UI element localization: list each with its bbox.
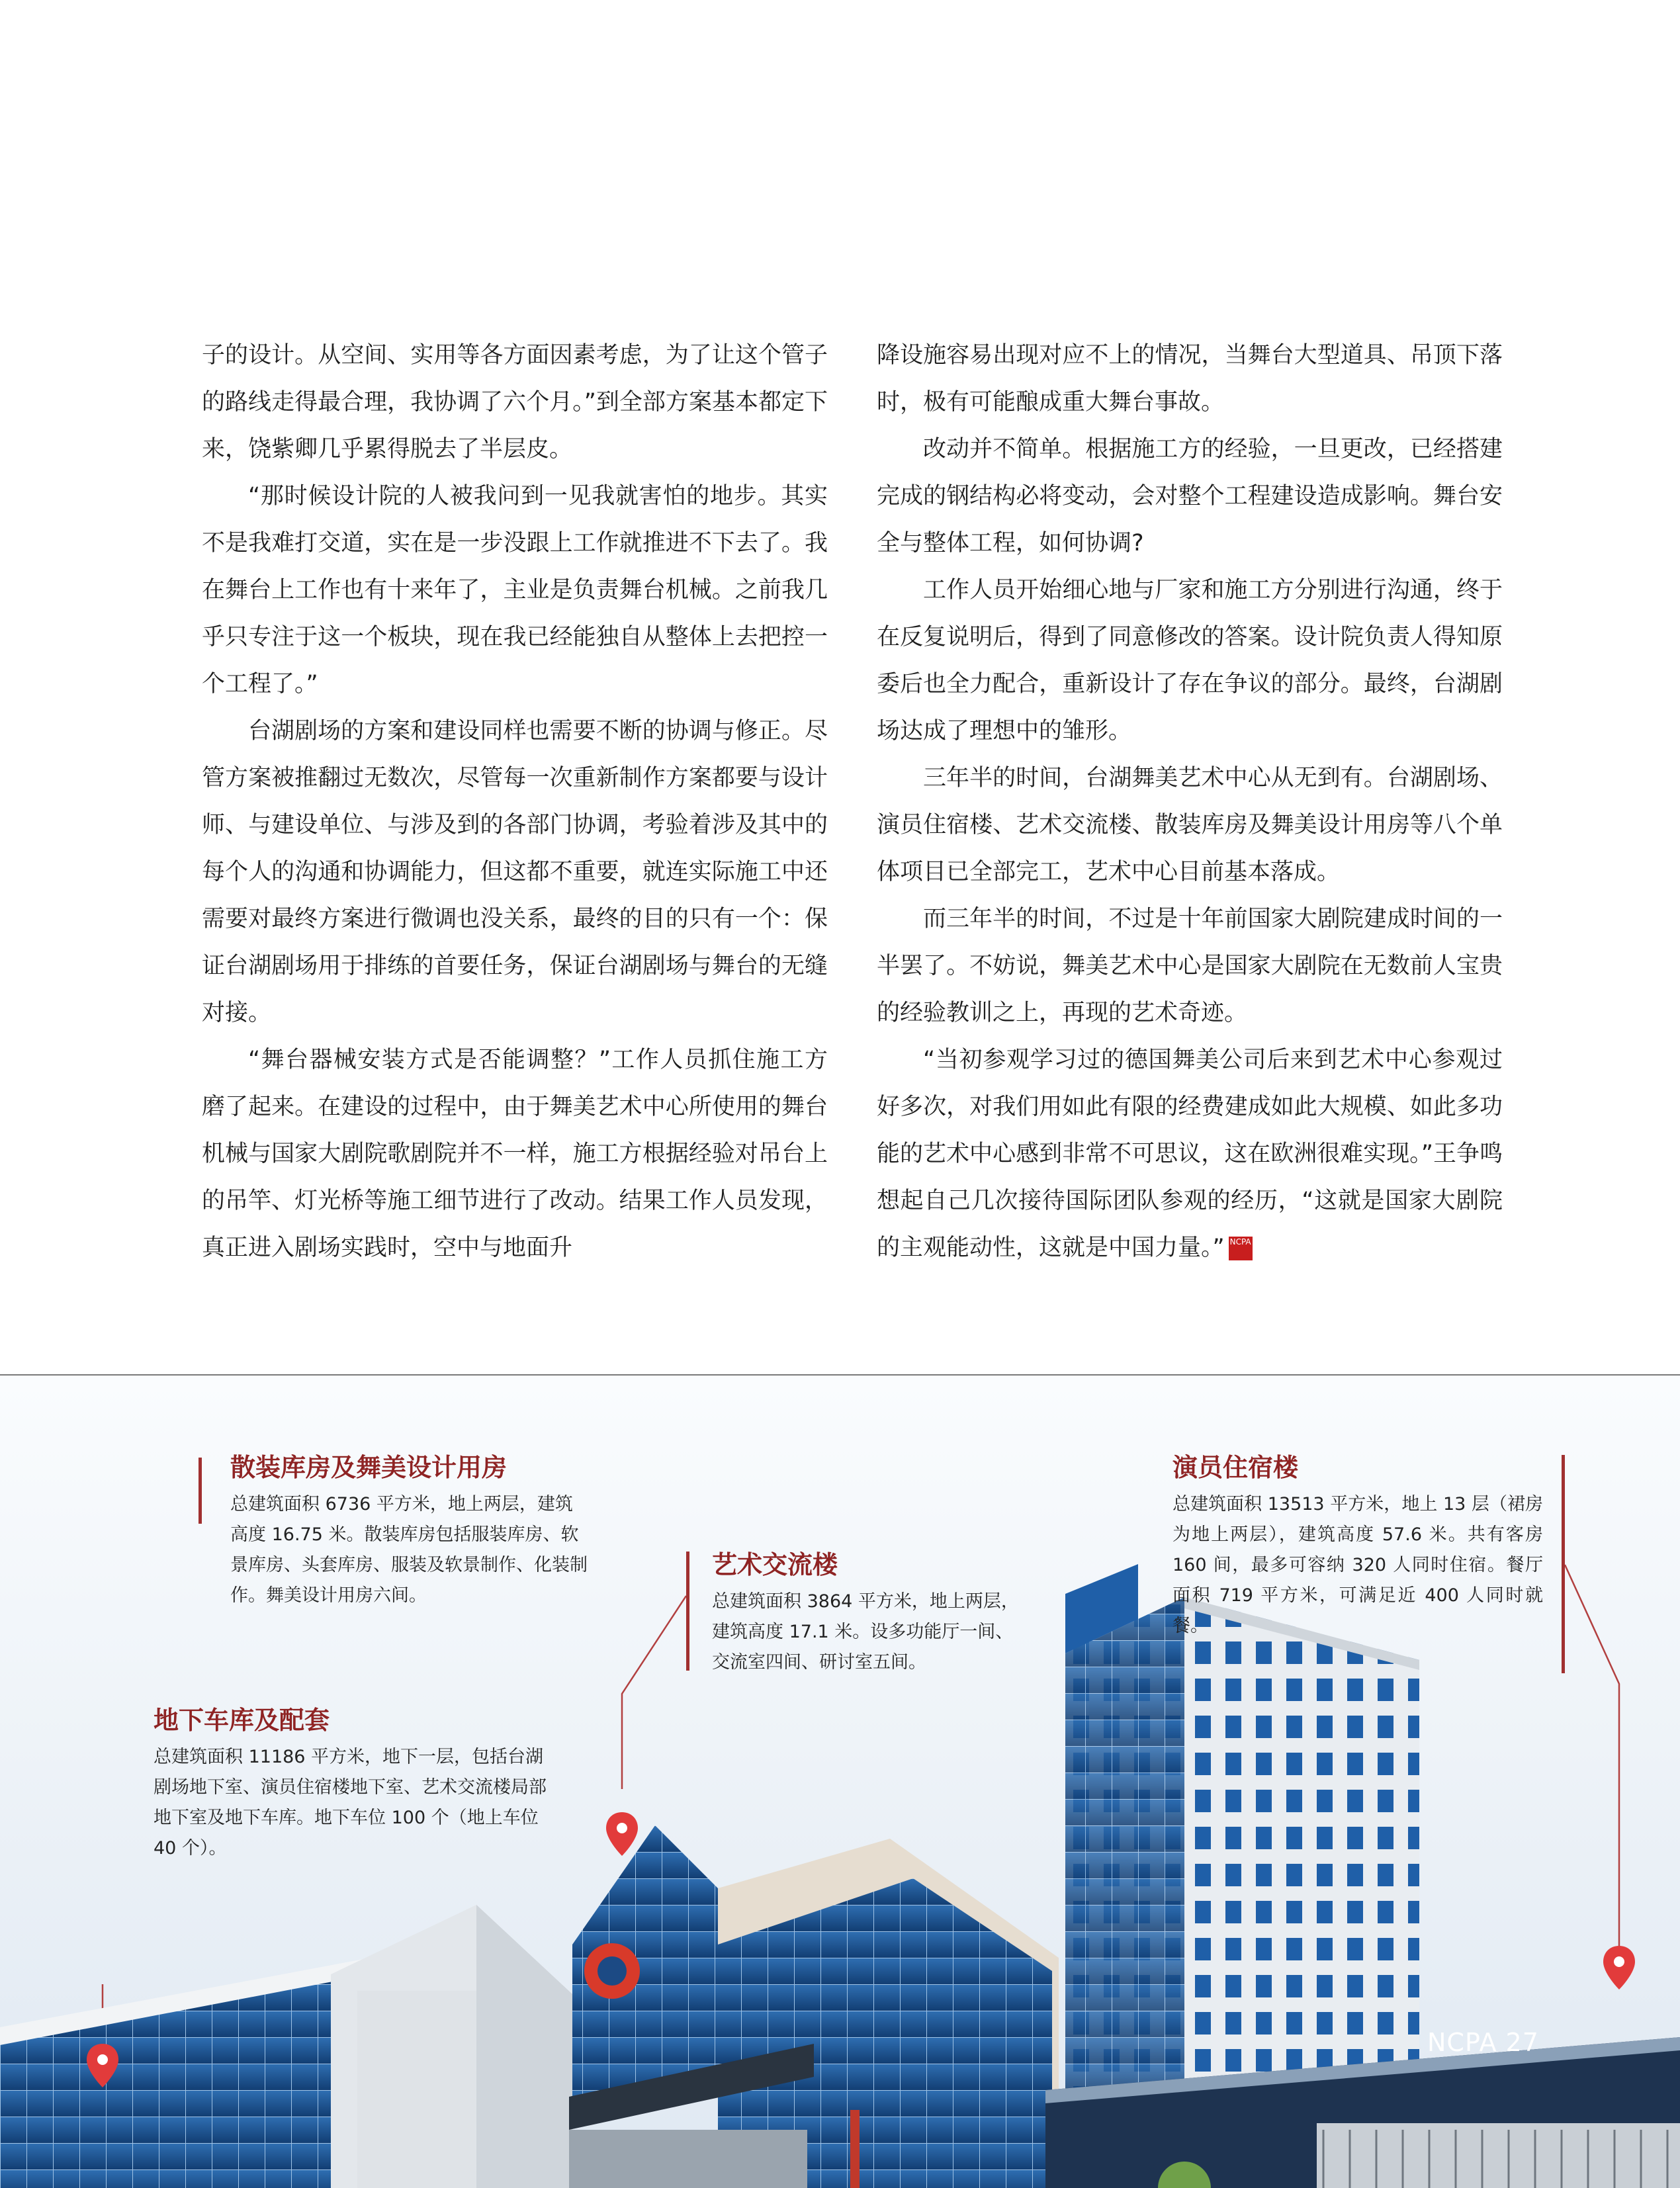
article-column-left — [202, 332, 828, 1272]
page-footer — [1427, 2028, 1539, 2057]
callout-body: 总建筑面积 13513 平方米，地上 13 层（裙房为地上两层），建筑高度 57.6 米。共有客房 160 间，最多可容纳 320 人同时住宿。餐厅面积 719 平方米，可满足近 400 人同时就餐。 — [1172, 1494, 1543, 1636]
building-infographic — [0, 1376, 1680, 2188]
location-pin-icon — [606, 1812, 638, 1856]
callout-bar — [686, 1552, 689, 1671]
callout-body: 总建筑面积 11186 平方米，地下一层，包括台湖剧场地下室、演员住宿楼地下室、艺术交流楼局部地下室及地下车库。地下车位 100 个（地上车位 40 个）。 — [154, 1747, 547, 1859]
paragraph: 工作人员开始细心地与厂家和施工方分别进行沟通，终于在反复说明后，得到了同意修改的答案。设计院负责人得知原委后也全力配合，重新设计了存在争议的部分。最终，台湖剧场达成了理想中的雏形。 — [877, 577, 1503, 744]
paragraph: 改动并不简单。根据施工方的经验，一旦更改，已经搭建完成的钢结构必将变动，会对整个工程建设造成影响。舞台安全与整体工程，如何协调? — [877, 436, 1503, 556]
location-pin-icon — [1603, 1946, 1635, 1990]
paragraph-last — [877, 1037, 1503, 1272]
page-number: 27 — [1505, 2028, 1539, 2057]
paragraph: 而三年半的时间，不过是十年前国家大剧院建成时间的一半罢了。不妨说，舞美艺术中心是国家大剧院在无数前人宝贵的经验教训之上，再现的艺术奇迹。 — [877, 906, 1503, 1026]
callout-body: 总建筑面积 6736 平方米，地上两层，建筑高度 16.75 米。散装库房包括服装库房、软景库房、头套库房、服装及软景制作、化装制作。舞美设计用房六间。 — [230, 1494, 588, 1606]
callout-title: 地下车库及配套 — [154, 1705, 330, 1735]
paragraph: 降设施容易出现对应不上的情况，当舞台大型道具、吊顶下落时，极有可能酿成重大舞台事故。 — [877, 342, 1503, 416]
callout-bar — [1562, 1455, 1565, 1673]
paragraph: “舞台器械安装方式是否能调整？”工作人员抓住施工方磨了起来。在建设的过程中，由于舞美艺术中心所使用的舞台机械与国家大剧院歌剧院并不一样，施工方根据经验对吊台上的吊竿、灯光桥等施工细节进行了改动。结果工作人员发现，真正进入剧场实践时，空中与地面升 — [202, 1047, 828, 1261]
callout-title: 艺术交流楼 — [712, 1550, 838, 1579]
paragraph: “那时候设计院的人被我问到一见我就害怕的地步。其实不是我难打交道，实在是一步没跟上工作就推进不下去了。我在舞台上工作也有十来年了，主业是负责舞台机械。之前我几乎只专注于这一个板块，现在我已经能独自从整体上去把控一个工程了。” — [202, 483, 828, 697]
paragraph: 三年半的时间，台湖舞美艺术中心从无到有。台湖剧场、演员住宿楼、艺术交流楼、散装库房及舞美设计用房等八个单体项目已全部完工，艺术中心目前基本落成。 — [877, 765, 1503, 885]
paragraph: 台湖剧场的方案和建设同样也需要不断的协调与修正。尽管方案被推翻过无数次，尽管每一次重新制作方案都要与设计师、与建设单位、与涉及到的各部门协调，考验着涉及其中的每个人的沟通和协调能力，但这都不重要，就连实际施工中还需要对最终方案进行微调也没关系，最终的目的只有一个：保证台湖剧场用于排练的首要任务，保证台湖剧场与舞台的无缝对接。 — [202, 718, 828, 1026]
callout-garage — [154, 1704, 557, 1864]
magazine-name: NCPA — [1427, 2028, 1497, 2057]
callout-title: 演员住宿楼 — [1172, 1452, 1299, 1482]
article-column-right — [877, 332, 1503, 1272]
leader-line-dormitory — [1565, 1565, 1619, 1971]
callout-dormitory — [1172, 1451, 1543, 1641]
ncpa-end-mark: NCPA — [1229, 1237, 1253, 1260]
callout-warehouse — [230, 1451, 588, 1611]
paragraph-text: “当初参观学习过的德国舞美公司后来到艺术中心参观过好多次，对我们用如此有限的经费建成如此大规模、如此多功能的艺术中心感到非常不可思议，这在欧洲很难实现。”王争鸣想起自己几次接待国际团队参观的经历，“这就是国家大剧院的主观能动性，这就是中国力量。” — [877, 1047, 1503, 1261]
callout-body: 总建筑面积 3864 平方米，地上两层，建筑高度 17.1 米。设多功能厅一间、交流室四间、研讨室五间。 — [712, 1591, 1019, 1673]
paragraph: 子的设计。从空间、实用等各方面因素考虑，为了让这个管子的路线走得最合理，我协调了六个月。”到全部方案基本都定下来，饶紫卿几乎累得脱去了半层皮。 — [202, 342, 828, 462]
callout-title: 散装库房及舞美设计用房 — [230, 1452, 508, 1482]
callout-bar — [199, 1458, 202, 1524]
leader-line-exchange — [622, 1596, 686, 1789]
callout-exchange — [712, 1548, 1023, 1678]
